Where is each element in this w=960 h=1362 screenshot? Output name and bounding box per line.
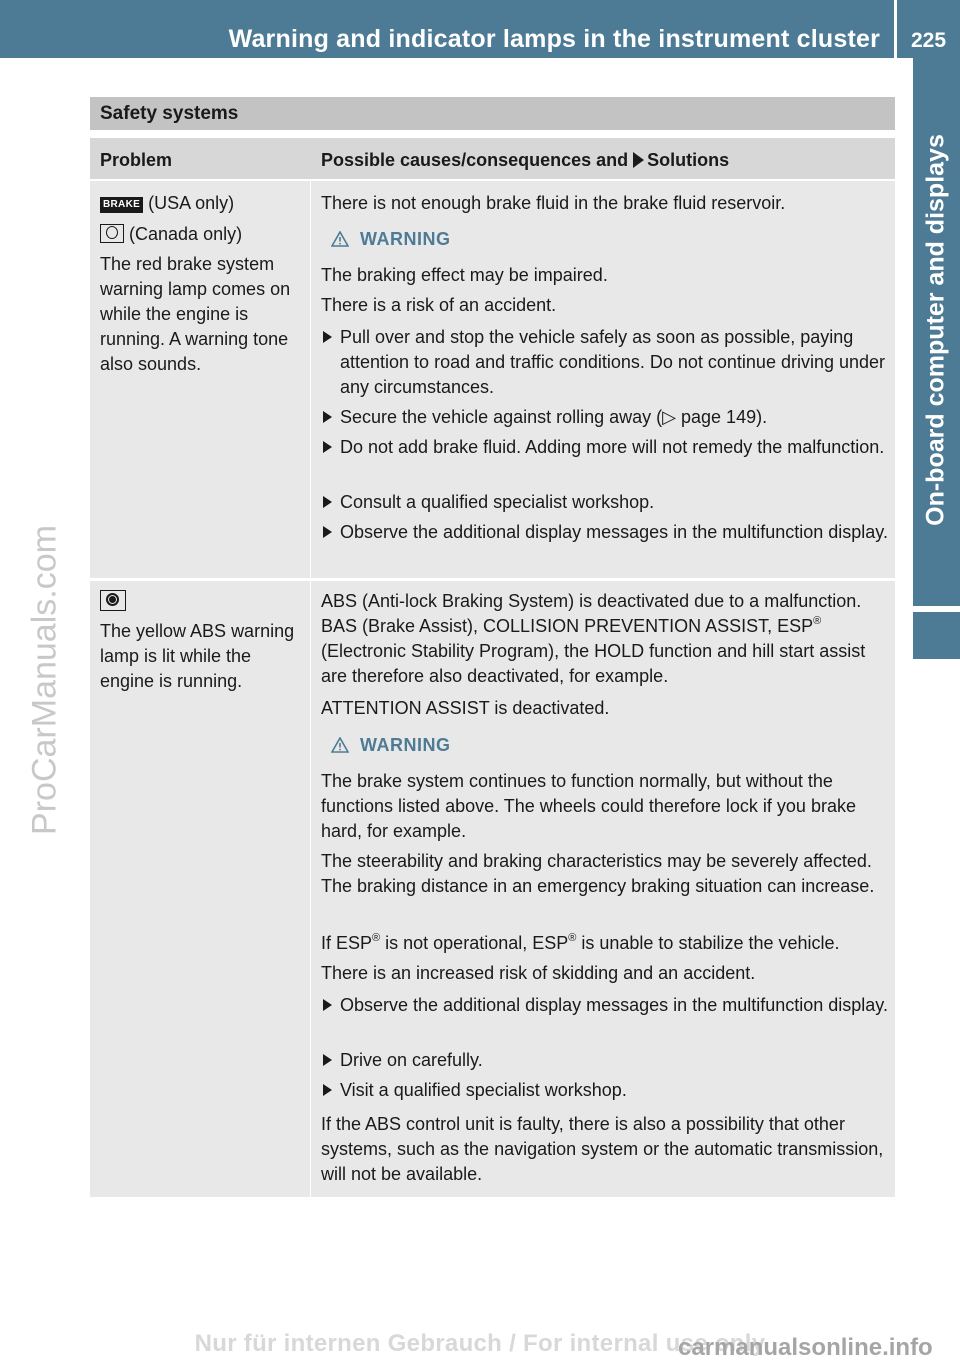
column-header-problem: Problem — [100, 150, 173, 170]
page-header-title: Warning and indicator lamps in the instrument cluster — [228, 25, 880, 53]
warning-heading — [321, 229, 451, 255]
warning-text-4: There is an increased risk of skidding and an accident. — [321, 963, 756, 983]
section-title: Safety systems — [90, 97, 895, 130]
list-item-text: Observe the additional display messages in the multifunction display. — [340, 522, 888, 542]
list-item-text: Drive on carefully. — [340, 1050, 483, 1070]
table-row-1-problem — [90, 181, 310, 578]
cause-text: There is not enough brake fluid in the brake fluid reservoir. — [321, 193, 786, 213]
abs-warning-icon — [100, 590, 126, 611]
page-number: 225 — [910, 29, 947, 52]
registered-mark: ® — [372, 932, 381, 944]
brake-circle-icon — [100, 224, 124, 243]
table-row-2-solutions — [311, 581, 895, 1197]
arrow-bullet-icon — [323, 496, 332, 508]
brake-warning-icon: BRAKE — [100, 197, 143, 213]
list-item — [321, 435, 891, 460]
chapter-tab-marker — [913, 612, 960, 659]
warning-triangle-icon — [331, 231, 349, 247]
usa-only-label: (USA only) — [148, 193, 235, 213]
list-item — [321, 993, 891, 1018]
list-item — [321, 1048, 891, 1073]
canada-only-label: (Canada only) — [129, 224, 243, 244]
arrow-bullet-icon — [323, 1084, 332, 1096]
problem-description: The yellow ABS warning lamp is lit while the engine is running. — [100, 621, 295, 691]
esp-text-a: If ESP — [321, 933, 373, 953]
table-row-2-problem — [90, 581, 310, 1197]
list-item-text: Observe the additional display messages in the multifunction display. — [340, 995, 888, 1015]
esp-text-b: is not operational, ESP — [380, 933, 569, 953]
registered-mark: ® — [568, 932, 577, 944]
problem-line-usa — [100, 191, 306, 216]
problem-line-canada — [100, 222, 306, 247]
list-item — [321, 1078, 891, 1103]
list-item — [321, 490, 891, 515]
warning-text-1: The brake system continues to function normally, but without the functions listed above. The wheels could therefore lock if you brake hard, for example. — [321, 771, 856, 841]
internal-use-notice: Nur für internen Gebrauch / For internal use only — [194, 1330, 766, 1357]
problem-description: The red brake system warning lamp comes on while the engine is running. A warning tone also sounds. — [100, 254, 291, 374]
list-item-text: Pull over and stop the vehicle safely as soon as possible, paying attention to road and traffic conditions. Do not continue driving under any circumstances. — [340, 327, 886, 397]
warning-text-2: The steerability and braking characteristics may be severely affected. The braking distance in an emergency braking situation can increase. — [321, 851, 875, 896]
cause-text-part-2: (Electronic Stability Program), the HOLD function and hill start assist are therefore also deactivated, for example. — [321, 641, 866, 686]
arrow-bullet-icon — [323, 999, 332, 1011]
list-item-text: Do not add brake fluid. Adding more will not remedy the malfunction. — [340, 437, 885, 457]
esp-text-c: is unable to stabilize the vehicle. — [576, 933, 840, 953]
list-item — [321, 325, 891, 400]
watermark-text: ProCarManuals.com — [25, 525, 64, 835]
list-item-text: Consult a qualified specialist workshop. — [340, 492, 655, 512]
attention-assist-text: ATTENTION ASSIST is deactivated. — [321, 698, 610, 718]
column-header-causes-suffix: Solutions — [647, 150, 730, 170]
cause-text-part-1: ABS (Anti-lock Braking System) is deactivated due to a malfunction. BAS (Brake Assist), COLLISION PREVENTION ASSIST, ESP — [321, 591, 862, 636]
arrow-bullet-icon — [323, 331, 332, 343]
list-item — [321, 405, 891, 430]
list-item-text: Secure the vehicle against rolling away (▷ page 149). — [340, 407, 768, 427]
watermark-url: carmanualsonline.info — [678, 1334, 933, 1361]
arrow-bullet-icon — [323, 441, 332, 453]
list-item — [321, 520, 891, 545]
arrow-bullet-icon — [323, 526, 332, 538]
warning-heading — [321, 735, 451, 761]
table-header — [90, 138, 895, 179]
arrow-bullet-icon — [323, 411, 332, 423]
warning-label: WARNING — [360, 735, 451, 755]
abs-icon-line — [100, 589, 306, 614]
closing-text: If the ABS control unit is faulty, there is also a possibility that other systems, such as the navigation system or the automatic transmission, will not be available. — [321, 1114, 884, 1184]
chapter-tab-label: On-board computer and displays — [921, 134, 950, 526]
warning-triangle-icon — [331, 737, 349, 753]
list-item-text: Visit a qualified specialist workshop. — [340, 1080, 627, 1100]
arrow-right-icon — [633, 152, 644, 168]
warning-text-1: The braking effect may be impaired. — [321, 265, 608, 285]
cause-text — [321, 589, 891, 689]
column-header-causes — [321, 138, 729, 182]
registered-mark: ® — [813, 615, 822, 627]
arrow-bullet-icon — [323, 1054, 332, 1066]
column-header-causes-prefix: Possible causes/consequences and — [321, 150, 629, 170]
warning-label: WARNING — [360, 229, 451, 249]
warning-text-3 — [321, 931, 891, 956]
warning-text-2: There is a risk of an accident. — [321, 295, 557, 315]
table-row-1-solutions — [311, 181, 895, 578]
